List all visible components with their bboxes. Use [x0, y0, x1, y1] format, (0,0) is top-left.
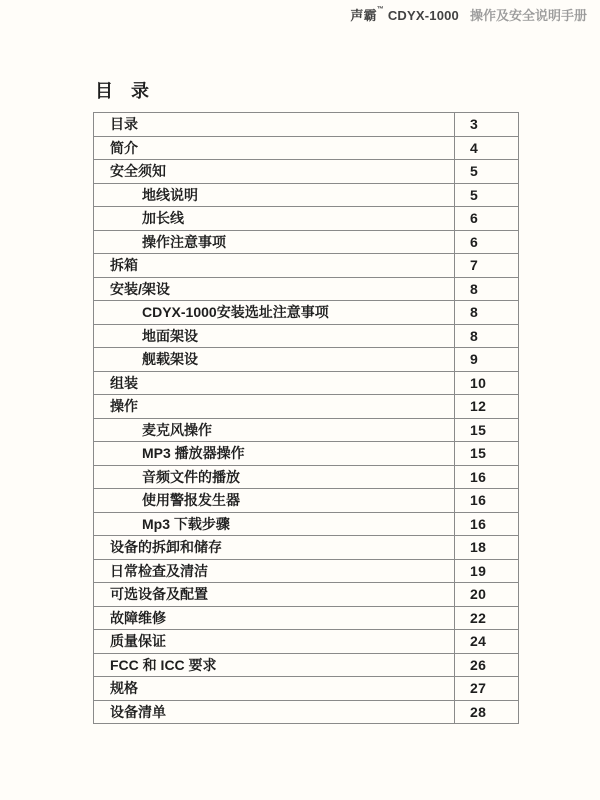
toc-row: [94, 677, 519, 701]
toc-entry-label: 操作: [94, 395, 455, 419]
toc-row: [94, 442, 519, 466]
toc-table-body: [94, 113, 519, 724]
toc-entry-label: 简介: [94, 136, 455, 160]
toc-row: [94, 183, 519, 207]
toc-entry-label: 操作注意事项: [94, 230, 455, 254]
toc-row: [94, 371, 519, 395]
toc-entry-label: 设备的拆卸和储存: [94, 536, 455, 560]
toc-row: [94, 113, 519, 137]
manual-subtitle: 操作及安全说明手册: [469, 8, 587, 23]
toc-row: [94, 230, 519, 254]
toc-entry-label: 舰载架设: [94, 348, 455, 372]
toc-entry-page-number: 5: [455, 183, 519, 207]
toc-entry-page-number: 8: [455, 324, 519, 348]
toc-row: [94, 207, 519, 231]
toc-entry-page-number: 19: [455, 559, 519, 583]
toc-row: [94, 489, 519, 513]
toc-entry-label: 目录: [94, 113, 455, 137]
toc-entry-page-number: 20: [455, 583, 519, 607]
toc-table: [93, 112, 519, 724]
toc-entry-page-number: 18: [455, 536, 519, 560]
page-title: 目 录: [95, 81, 149, 101]
toc-entry-label: 设备清单: [94, 700, 455, 724]
toc-entry-page-number: 4: [455, 136, 519, 160]
toc-entry-page-number: 24: [455, 630, 519, 654]
toc-entry-label: 拆箱: [94, 254, 455, 278]
trademark-symbol: ™: [376, 6, 384, 13]
toc-row: [94, 301, 519, 325]
toc-row: [94, 254, 519, 278]
toc-row: [94, 465, 519, 489]
toc-entry-page-number: 28: [455, 700, 519, 724]
toc-row: [94, 630, 519, 654]
toc-entry-label: 故障维修: [94, 606, 455, 630]
toc-entry-page-number: 8: [455, 277, 519, 301]
toc-row: [94, 583, 519, 607]
toc-entry-page-number: 6: [455, 230, 519, 254]
toc-entry-page-number: 3: [455, 113, 519, 137]
toc-row: [94, 348, 519, 372]
toc-entry-page-number: 8: [455, 301, 519, 325]
toc-entry-label: 使用警报发生器: [94, 489, 455, 513]
toc-entry-label: 质量保证: [94, 630, 455, 654]
toc-entry-page-number: 15: [455, 418, 519, 442]
toc-entry-label: 日常检查及清洁: [94, 559, 455, 583]
toc-entry-label: 规格: [94, 677, 455, 701]
toc-row: [94, 512, 519, 536]
toc-entry-page-number: 10: [455, 371, 519, 395]
toc-entry-page-number: 5: [455, 160, 519, 184]
brand-text: 声霸: [350, 8, 377, 23]
toc-row: [94, 160, 519, 184]
toc-entry-page-number: 16: [455, 465, 519, 489]
toc-entry-page-number: 26: [455, 653, 519, 677]
toc-entry-label: 可选设备及配置: [94, 583, 455, 607]
toc-row: [94, 536, 519, 560]
toc-row: [94, 418, 519, 442]
toc-entry-page-number: 16: [455, 512, 519, 536]
toc-entry-label: 加长线: [94, 207, 455, 231]
toc-entry-label: CDYX-1000安装选址注意事项: [94, 301, 455, 325]
toc-entry-label: 安装/架设: [94, 277, 455, 301]
toc-entry-label: Mp3 下载步骤: [94, 512, 455, 536]
toc-row: [94, 700, 519, 724]
toc-row: [94, 136, 519, 160]
page-header: [350, 5, 587, 24]
toc-entry-label: 组装: [94, 371, 455, 395]
toc-entry-page-number: 16: [455, 489, 519, 513]
toc-entry-label: 地线说明: [94, 183, 455, 207]
toc-entry-label: 音频文件的播放: [94, 465, 455, 489]
toc-entry-page-number: 9: [455, 348, 519, 372]
toc-row: [94, 653, 519, 677]
toc-entry-label: MP3 播放器操作: [94, 442, 455, 466]
toc-entry-page-number: 27: [455, 677, 519, 701]
toc-entry-page-number: 7: [455, 254, 519, 278]
toc-row: [94, 395, 519, 419]
toc-entry-label: 麦克风操作: [94, 418, 455, 442]
toc-entry-label: 安全须知: [94, 160, 455, 184]
toc-row: [94, 277, 519, 301]
toc-row: [94, 559, 519, 583]
toc-entry-label: FCC 和 ICC 要求: [94, 653, 455, 677]
toc-entry-page-number: 12: [455, 395, 519, 419]
toc-entry-label: 地面架设: [94, 324, 455, 348]
toc-entry-page-number: 15: [455, 442, 519, 466]
brand-name: [350, 8, 459, 23]
model-number: CDYX-1000: [387, 8, 459, 23]
toc-entry-page-number: 22: [455, 606, 519, 630]
toc-entry-page-number: 6: [455, 207, 519, 231]
toc-row: [94, 324, 519, 348]
toc-row: [94, 606, 519, 630]
